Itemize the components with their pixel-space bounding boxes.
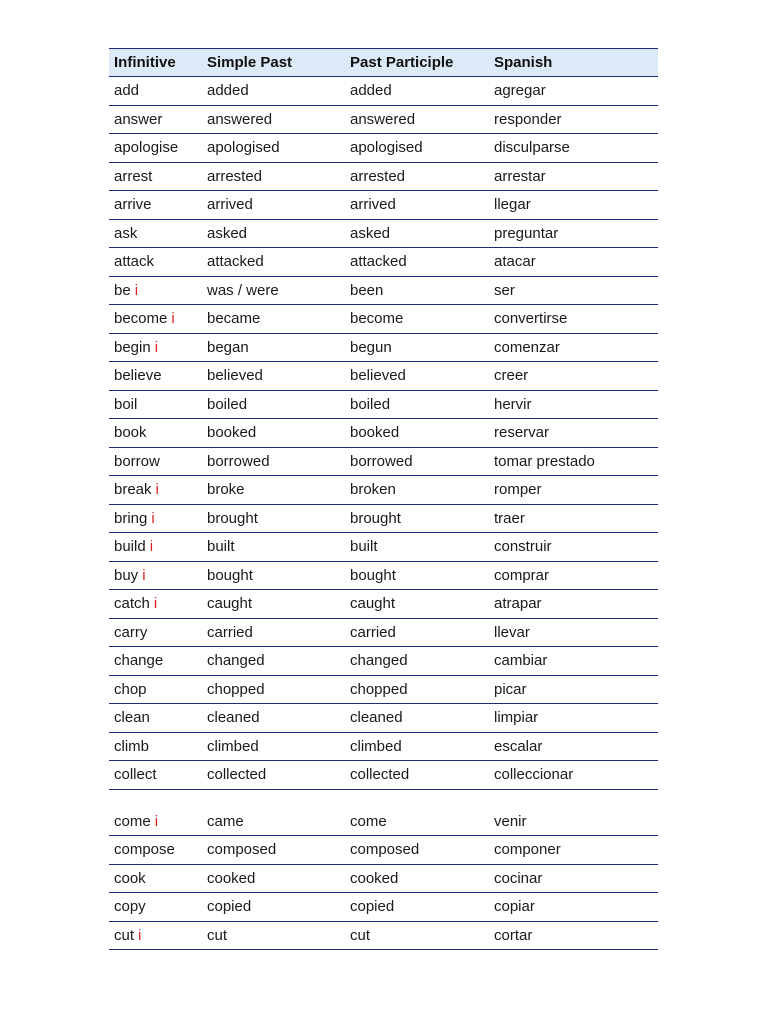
cell-spanish: cambiar <box>494 652 548 670</box>
cell-simple-past: copied <box>207 898 252 916</box>
cell-simple-past: began <box>207 338 249 356</box>
cell-infinitive <box>109 533 202 562</box>
cell-simple-past: cut <box>207 926 228 944</box>
cell-infinitive <box>109 362 202 391</box>
table-row <box>109 390 658 419</box>
cell-infinitive <box>109 675 202 704</box>
cell-infinitive <box>109 134 202 163</box>
header-infinitive: Infinitive <box>114 54 176 71</box>
cell-past-participle: answered <box>350 110 416 128</box>
infinitive-text: break <box>114 481 152 499</box>
header-past-participle: Past Participle <box>350 54 454 71</box>
cell-past-participle: attacked <box>350 253 407 271</box>
cell-spanish: agregar <box>494 82 546 100</box>
infinitive-text: bring <box>114 509 148 527</box>
cell-simple-past: added <box>207 82 249 100</box>
cell-simple-past: chopped <box>207 680 265 698</box>
cell-spanish: ser <box>494 281 515 299</box>
cell-infinitive <box>109 732 202 761</box>
table-row <box>109 276 658 305</box>
cell-infinitive <box>109 77 202 106</box>
cell-past-participle: begun <box>350 338 392 356</box>
cell-simple-past: cleaned <box>207 709 260 727</box>
cell-simple-past: borrowed <box>207 452 270 470</box>
cell-infinitive <box>109 248 202 277</box>
infinitive-text: arrive <box>114 196 152 214</box>
table-row <box>109 864 658 893</box>
infinitive-text: cut <box>114 926 135 944</box>
irregular-marker: i <box>155 481 159 499</box>
table-row <box>109 618 658 647</box>
cell-simple-past: carried <box>207 623 253 641</box>
cell-infinitive <box>109 333 202 362</box>
cell-spanish: atrapar <box>494 595 542 613</box>
cell-past-participle: become <box>350 310 404 328</box>
cell-spanish: escalar <box>494 737 543 755</box>
infinitive-text: boil <box>114 395 138 413</box>
infinitive-text: cook <box>114 869 146 887</box>
cell-past-participle: cleaned <box>350 709 403 727</box>
irregular-marker: i <box>138 926 142 944</box>
cell-simple-past: believed <box>207 367 263 385</box>
cell-past-participle: cooked <box>350 869 399 887</box>
table-row <box>109 647 658 676</box>
cell-spanish: traer <box>494 509 525 527</box>
cell-spanish: disculparse <box>494 139 570 157</box>
infinitive-text: collect <box>114 766 157 784</box>
table-row <box>109 134 658 163</box>
infinitive-text: answer <box>114 110 163 128</box>
infinitive-text: chop <box>114 680 147 698</box>
cell-past-participle: changed <box>350 652 408 670</box>
cell-simple-past: booked <box>207 424 257 442</box>
infinitive-text: change <box>114 652 164 670</box>
cell-past-participle: added <box>350 82 392 100</box>
cell-past-participle: arrested <box>350 167 406 185</box>
infinitive-text: compose <box>114 841 175 859</box>
cell-simple-past: attacked <box>207 253 264 271</box>
cell-infinitive <box>109 219 202 248</box>
cell-infinitive <box>109 761 202 790</box>
cell-infinitive <box>109 504 202 533</box>
cell-past-participle: boiled <box>350 395 391 413</box>
cell-spanish: hervir <box>494 395 532 413</box>
irregular-marker: i <box>134 281 139 299</box>
cell-past-participle: broken <box>350 481 396 499</box>
cell-infinitive <box>109 921 202 950</box>
cell-simple-past: asked <box>207 224 248 242</box>
cell-simple-past: answered <box>207 110 273 128</box>
table-row <box>109 447 658 476</box>
cell-simple-past: climbed <box>207 737 259 755</box>
header-simple-past: Simple Past <box>207 54 293 71</box>
cell-simple-past: caught <box>207 595 253 613</box>
cell-spanish: picar <box>494 680 527 698</box>
cell-simple-past: arrested <box>207 167 263 185</box>
cell-infinitive <box>109 864 202 893</box>
cell-infinitive <box>109 476 202 505</box>
irregular-marker: i <box>154 338 159 356</box>
cell-simple-past: built <box>207 538 235 556</box>
cell-spanish: copiar <box>494 898 535 916</box>
cell-spanish: preguntar <box>494 224 559 242</box>
cell-spanish: cortar <box>494 926 533 944</box>
cell-past-participle: arrived <box>350 196 396 214</box>
cell-spanish: convertirse <box>494 310 568 328</box>
cell-simple-past: cooked <box>207 869 256 887</box>
cell-past-participle: chopped <box>350 680 408 698</box>
cell-infinitive <box>109 390 202 419</box>
cell-past-participle: come <box>350 812 387 830</box>
cell-spanish: llevar <box>494 623 530 641</box>
table-row <box>109 162 658 191</box>
cell-past-participle: brought <box>350 509 401 527</box>
table-row <box>109 419 658 448</box>
header-spanish: Spanish <box>494 54 553 71</box>
cell-past-participle: copied <box>350 898 395 916</box>
cell-spanish: tomar prestado <box>494 452 595 470</box>
table-row <box>109 761 658 790</box>
cell-infinitive <box>109 419 202 448</box>
cell-past-participle: caught <box>350 595 396 613</box>
table-row <box>109 362 658 391</box>
table-row <box>109 533 658 562</box>
table-row <box>109 105 658 134</box>
table-row <box>109 704 658 733</box>
cell-infinitive <box>109 305 202 334</box>
verb-table-continued <box>109 807 658 950</box>
cell-spanish: colleccionar <box>494 766 574 784</box>
cell-past-participle: apologised <box>350 139 423 157</box>
infinitive-text: borrow <box>114 452 160 470</box>
cell-simple-past: brought <box>207 509 258 527</box>
infinitive-text: buy <box>114 566 139 584</box>
infinitive-text: arrest <box>114 167 153 185</box>
cell-simple-past: apologised <box>207 139 280 157</box>
cell-spanish: arrestar <box>494 167 546 185</box>
cell-simple-past: became <box>207 310 261 328</box>
table-row <box>109 191 658 220</box>
irregular-marker: i <box>149 538 154 556</box>
cell-spanish: comprar <box>494 566 550 584</box>
cell-simple-past: arrived <box>207 196 253 214</box>
cell-spanish: componer <box>494 841 561 859</box>
infinitive-text: book <box>114 424 147 442</box>
table-row <box>109 333 658 362</box>
cell-past-participle: asked <box>350 224 391 242</box>
irregular-marker: i <box>142 566 146 584</box>
cell-past-participle: cut <box>350 926 371 944</box>
infinitive-text: climb <box>114 737 150 755</box>
table-row <box>109 893 658 922</box>
infinitive-text: believe <box>114 367 162 385</box>
cell-simple-past: boiled <box>207 395 248 413</box>
infinitive-text: carry <box>114 623 148 641</box>
table-row <box>109 504 658 533</box>
cell-spanish: venir <box>494 812 527 830</box>
cell-spanish: comenzar <box>494 338 560 356</box>
cell-infinitive <box>109 561 202 590</box>
cell-past-participle: composed <box>350 841 420 859</box>
cell-past-participle: bought <box>350 566 396 584</box>
cell-past-participle: collected <box>350 766 410 784</box>
cell-simple-past: composed <box>207 841 277 859</box>
cell-infinitive <box>109 647 202 676</box>
infinitive-text: catch <box>114 595 150 613</box>
cell-past-participle: climbed <box>350 737 402 755</box>
table-row <box>109 77 658 106</box>
cell-infinitive <box>109 807 202 836</box>
infinitive-text: clean <box>114 709 150 727</box>
cell-infinitive <box>109 704 202 733</box>
infinitive-text: begin <box>114 338 151 356</box>
table-row <box>109 921 658 950</box>
cell-spanish: reservar <box>494 424 550 442</box>
cell-infinitive <box>109 447 202 476</box>
infinitive-text: build <box>114 538 146 556</box>
cell-spanish: creer <box>494 367 529 385</box>
cell-past-participle: booked <box>350 424 400 442</box>
irregular-marker: i <box>153 595 158 613</box>
table-row <box>109 305 658 334</box>
cell-infinitive <box>109 836 202 865</box>
cell-infinitive <box>109 590 202 619</box>
irregular-marker: i <box>154 812 159 830</box>
table-row <box>109 590 658 619</box>
cell-infinitive <box>109 893 202 922</box>
cell-spanish: construir <box>494 538 552 556</box>
cell-past-participle: carried <box>350 623 396 641</box>
table-row <box>109 476 658 505</box>
cell-past-participle: borrowed <box>350 452 413 470</box>
cell-past-participle: believed <box>350 367 406 385</box>
table-row <box>109 248 658 277</box>
cell-simple-past: broke <box>207 481 245 499</box>
irregular-marker: i <box>171 310 175 328</box>
cell-spanish: llegar <box>494 196 531 214</box>
cell-infinitive <box>109 618 202 647</box>
table-row <box>109 807 658 836</box>
cell-infinitive <box>109 105 202 134</box>
cell-simple-past: was / were <box>207 281 279 299</box>
cell-past-participle: been <box>350 281 384 299</box>
table-header-row <box>109 49 658 77</box>
irregular-marker: i <box>151 509 155 527</box>
table-row <box>109 561 658 590</box>
table-row <box>109 836 658 865</box>
cell-spanish: atacar <box>494 253 536 271</box>
infinitive-text: apologise <box>114 139 179 157</box>
cell-spanish: cocinar <box>494 869 543 887</box>
infinitive-text: be <box>114 281 131 299</box>
cell-simple-past: changed <box>207 652 265 670</box>
table-row <box>109 219 658 248</box>
cell-simple-past: collected <box>207 766 267 784</box>
infinitive-text: become <box>114 310 168 328</box>
table-row <box>109 732 658 761</box>
infinitive-text: attack <box>114 253 155 271</box>
cell-infinitive <box>109 162 202 191</box>
cell-simple-past: came <box>207 812 244 830</box>
cell-past-participle: built <box>350 538 378 556</box>
verb-table <box>109 48 658 790</box>
cell-spanish: responder <box>494 110 562 128</box>
infinitive-text: come <box>114 812 151 830</box>
cell-infinitive <box>109 191 202 220</box>
cell-spanish: limpiar <box>494 709 539 727</box>
infinitive-text: ask <box>114 224 138 242</box>
infinitive-text: copy <box>114 898 146 916</box>
infinitive-text: add <box>114 82 140 100</box>
cell-spanish: romper <box>494 481 542 499</box>
cell-infinitive <box>109 276 202 305</box>
cell-simple-past: bought <box>207 566 253 584</box>
table-row <box>109 675 658 704</box>
